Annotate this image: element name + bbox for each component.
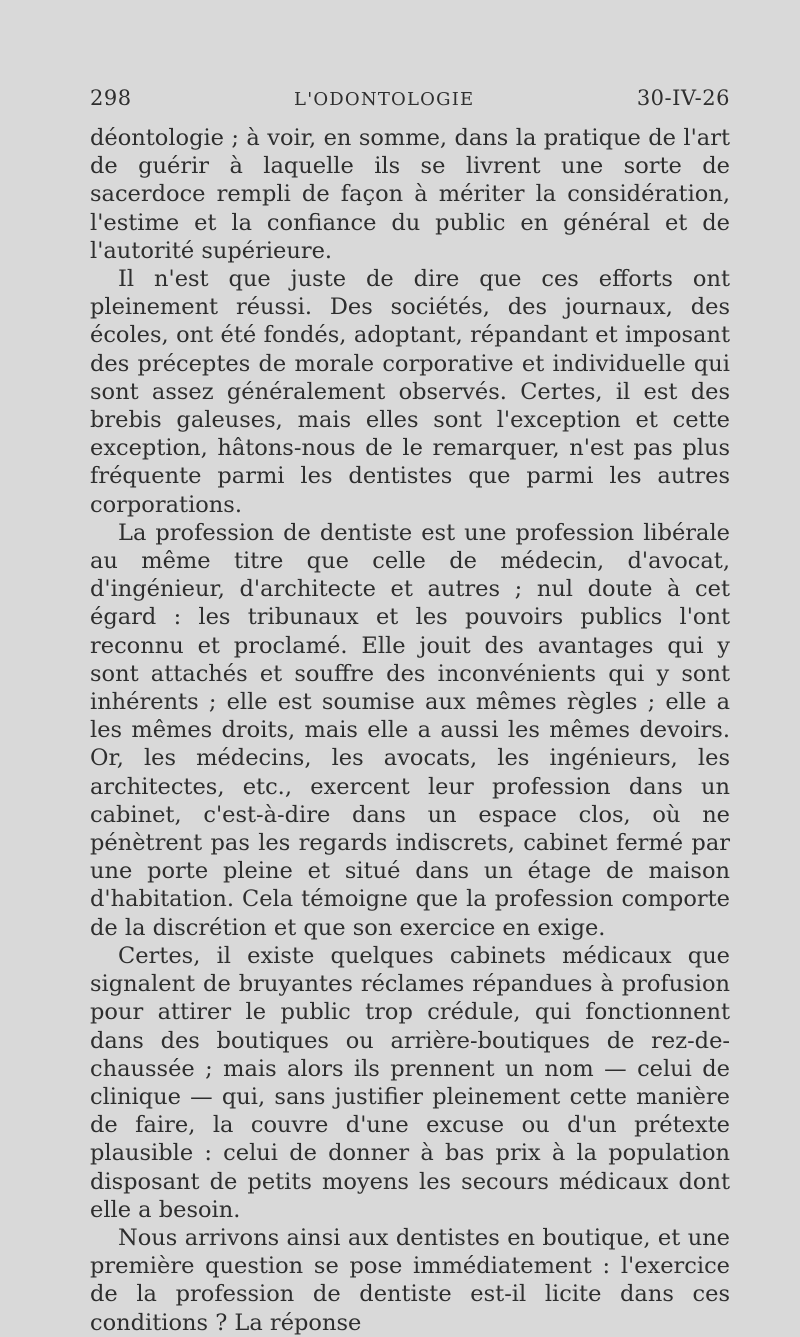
body-text <box>90 124 730 1337</box>
paragraph-2: Il n'est que juste de dire que ces efforts ont pleinement réussi. Des sociétés, des journaux, des écoles, ont été fondés, adoptant, répandant et imposant des préceptes de morale corporative et individuelle qui sont assez généralement observés. Certes, il est des brebis galeuses, mais elles sont l'exception et cette exception, hâtons-nous de le remarquer, n'est pas plus fréquente parmi les dentistes que parmi les autres corporations. <box>90 266 730 518</box>
running-title: L'ODONTOLOGIE <box>294 89 475 110</box>
paragraph-5: Nous arrivons ainsi aux dentistes en boutique, et une première question se pose immédiatement : l'exercice de la profession de dentiste est-il licite dans ces conditions ? La réponse <box>90 1224 730 1336</box>
running-header <box>90 86 730 116</box>
paragraph-4: Certes, il existe quelques cabinets médicaux que signalent de bruyantes réclames répandues à profusion pour attirer le public trop crédule, qui fonctionnent dans des boutiques ou arrière-boutiques de rez-de-chaussée ; mais alors ils prennent un nom — celui de clinique — qui, sans justifier pleinement cette manière de faire, la couvre d'une excuse ou d'un prétexte plausible : celui de donner à bas prix à la population disposant de petits moyens les secours médicaux dont elle a besoin. <box>90 942 730 1223</box>
issue-date: 30-IV-26 <box>636 86 730 110</box>
paragraph-1: déontologie ; à voir, en somme, dans la pratique de l'art de guérir à laquelle ils se livrent une sorte de sacerdoce rempli de façon à mériter la considération, l'estime et la confiance du public en général et de l'autorité supérieure. <box>90 125 730 264</box>
paragraph-3: La profession de dentiste est une profession libérale au même titre que celle de médecin, d'avocat, d'ingénieur, d'architecte et autres ; nul doute à cet égard : les tribunaux et les pouvoirs publics l'ont reconnu et proclamé. Elle jouit des avantages qui y sont attachés et souffre des inconvénients qui y sont inhérents ; elle est soumise aux mêmes règles ; elle a les mêmes droits, mais elle a aussi les mêmes devoirs. Or, les médecins, les avocats, les ingénieurs, les architectes, etc., exercent leur profession dans un cabinet, c'est-à-dire dans un espace clos, où ne pénètrent pas les regards indiscrets, cabinet fermé par une porte pleine et situé dans un étage de maison d'habitation. Cela témoigne que la profession comporte de la discrétion et que son exercice en exige. <box>90 519 730 941</box>
page-number: 298 <box>90 86 132 110</box>
